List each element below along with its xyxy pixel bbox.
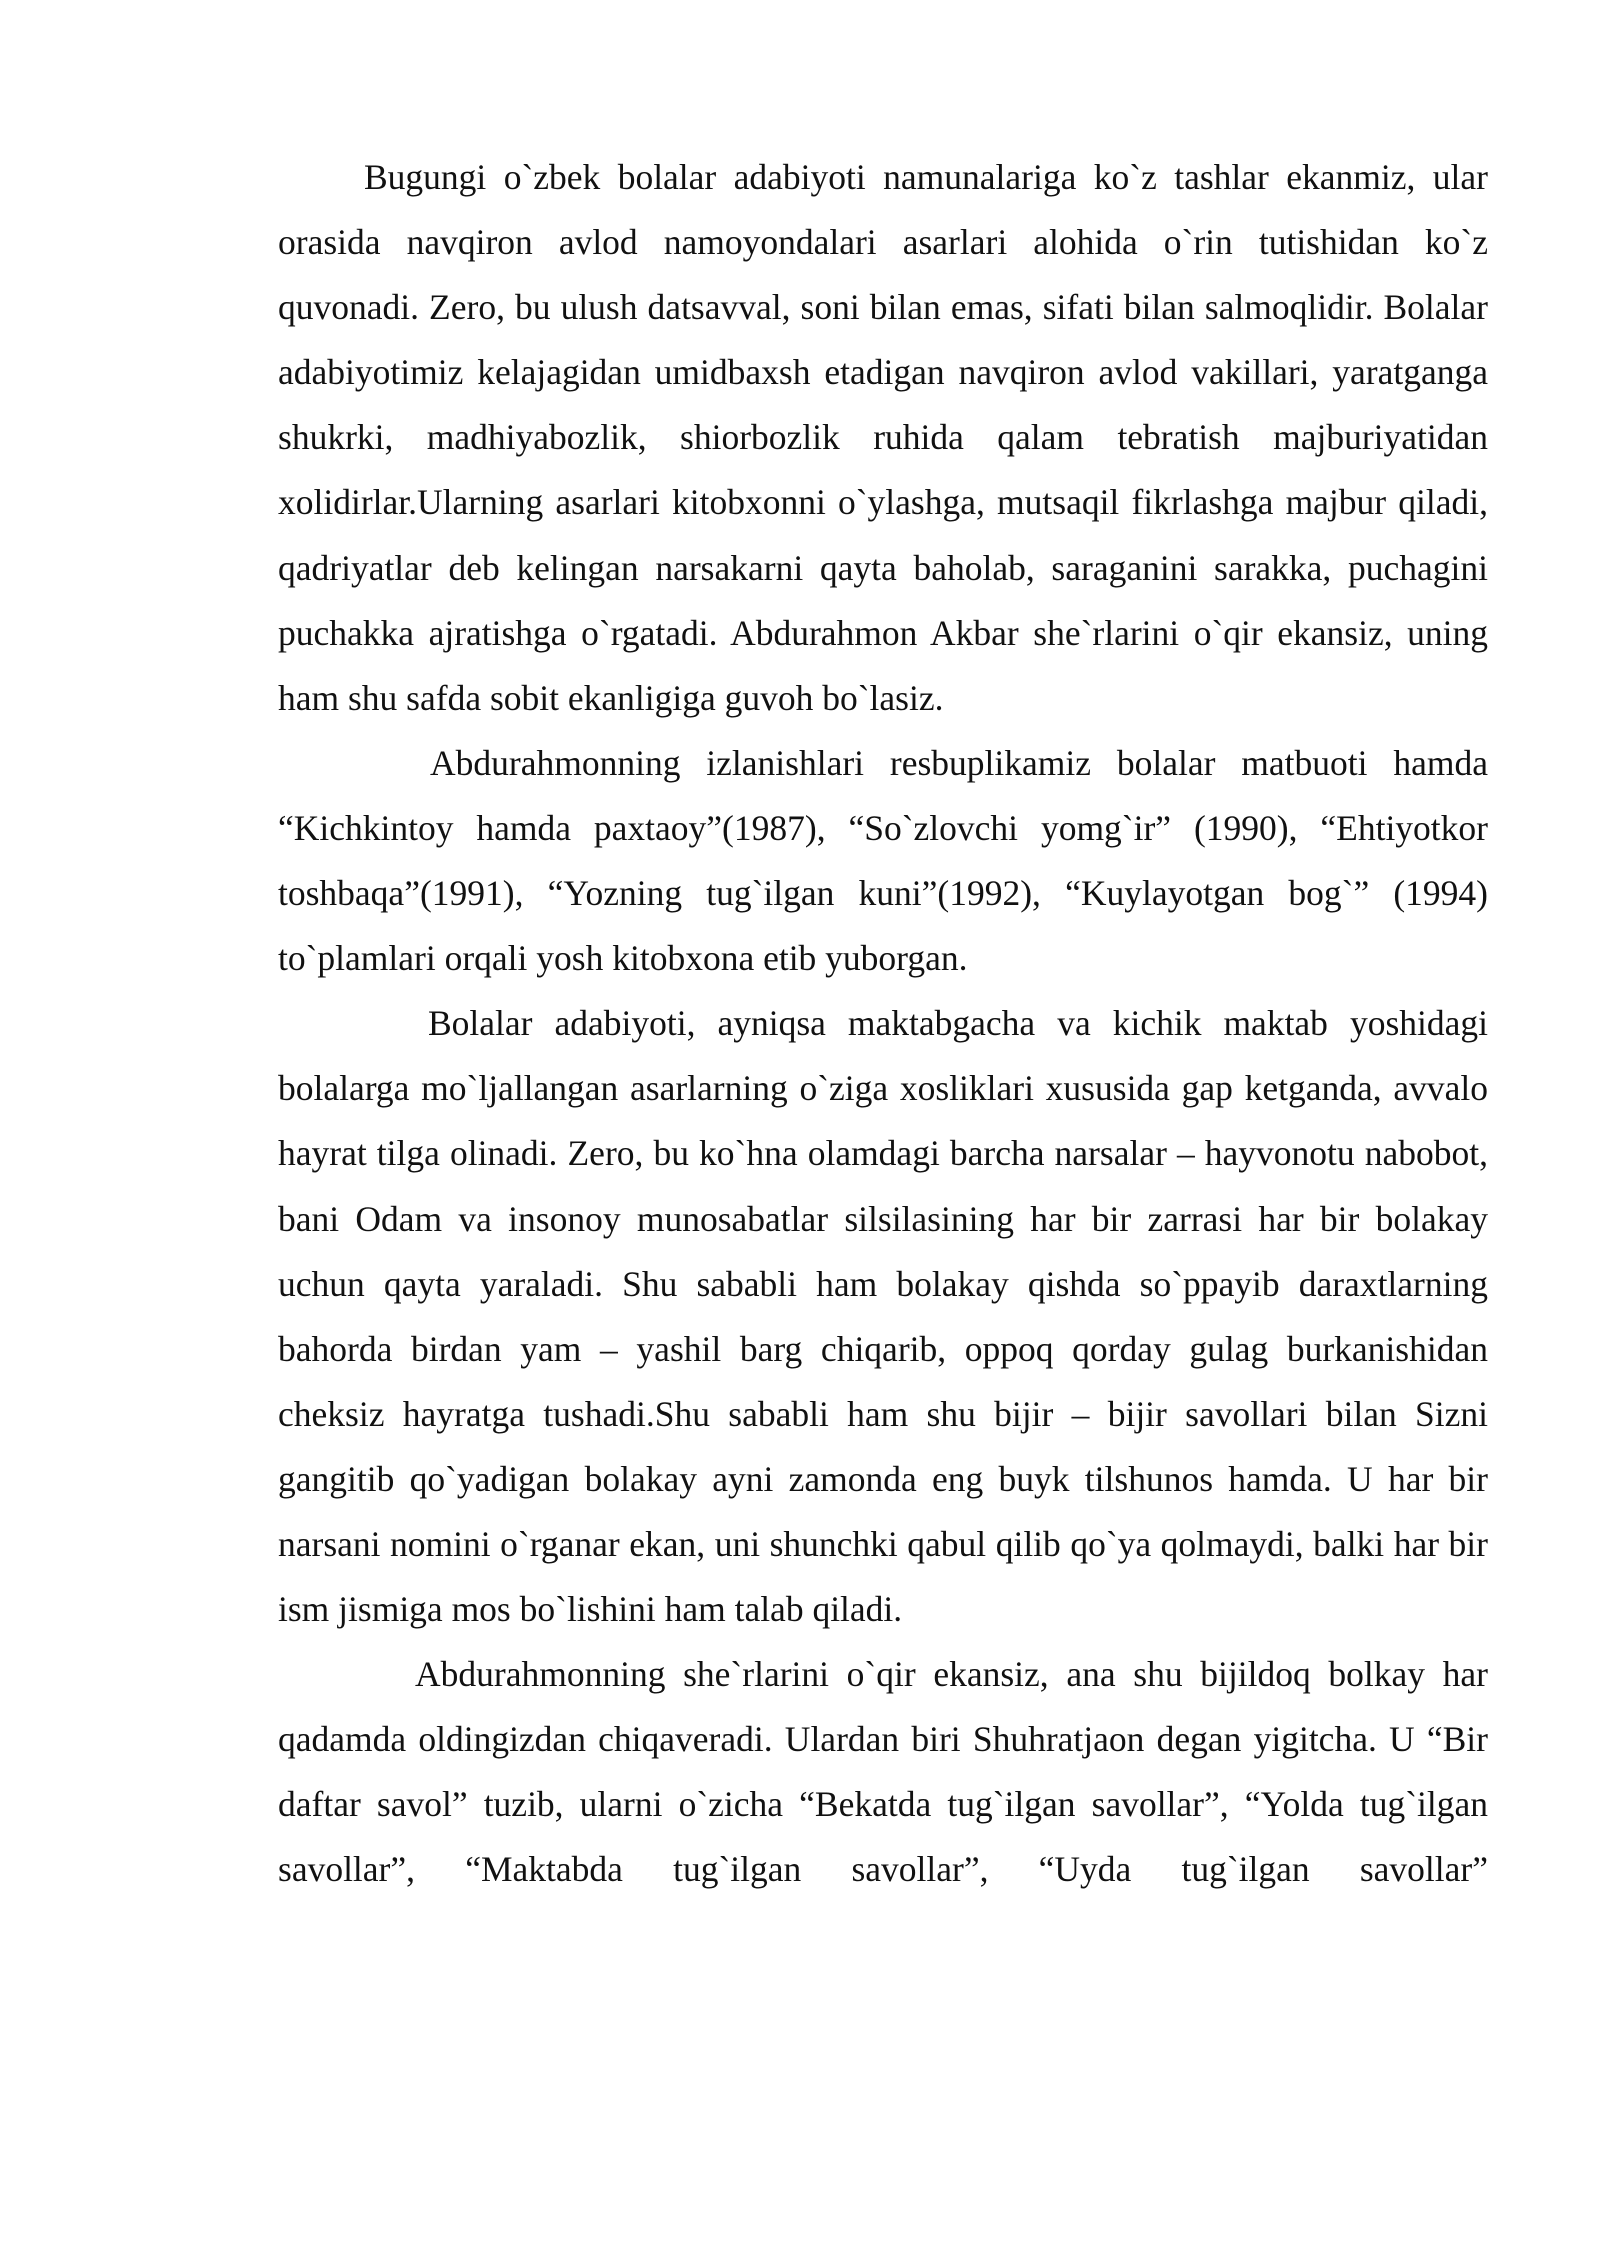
paragraph-publications: Abdurahmonning izlanishlari resbuplikamiz bolalar matbuoti hamda “Kichkintoy hamda paxtaoy”(1987), “So`zlovchi yomg`ir” (1990), “Ehtiyotkor toshbaqa”(1991), “Yozning tug`ilgan kuni”(1992), “Kuylayotgan bog`” (1994) to`plamlari orqali yosh kitobxona etib yuborgan. [278,742,1488,979]
paragraph-poems: Abdurahmonning she`rlarini o`qir ekansiz, ana shu bijildoq bolkay har qadamda oldingizdan chiqaveradi. Ulardan biri Shuhratjaon degan yigitcha. U “Bir daftar savol” tuzib, ularni o`zicha “Bekatda tug`ilgan savollar”, “Yolda tug`ilgan savollar”, “Maktabda tug`ilgan savollar”, “Uyda tug`ilgan savollar” [278,1654,1488,1890]
body-text [278,145,1488,1903]
paragraph-childrens-literature: Bolalar adabiyoti, ayniqsa maktabgacha va kichik maktab yoshidagi bolalarga mo`ljallangan asarlarning o`ziga xosliklari xususida gap ketganda, avvalo hayrat tilga olinadi. Zero, bu ko`hna olamdagi barcha narsalar – hayvonotu nabobot, bani Odam va insonoy munosabatlar silsilasining har bir zarrasi har bir bolakay uchun qayta yaraladi. Shu sababli ham bolakay qishda so`ppayib daraxtlarning bahorda birdan yam – yashil barg chiqarib, oppoq qorday gulag burkanishidan cheksiz hayratga tushadi.Shu sababli ham shu bijir – bijir savollari bilan Sizni gangitib qo`yadigan bolakay ayni zamonda eng buyk tilshunos hamda. U har bir narsani nomini o`rganar ekan, uni shunchki qabul qilib qo`ya qolmaydi, balki har bir ism jismiga mos bo`lishini ham talab qiladi. [278,1003,1488,1630]
paragraph-intro: Bugungi o`zbek bolalar adabiyoti namunalariga ko`z tashlar ekanmiz, ular orasida navqiron avlod namoyondalari asarlari alohida o`rin tutishidan ko`z quvonadi. Zero, bu ulush datsavval, soni bilan emas, sifati bilan salmoqlidir. Bolalar adabiyotimiz kelajagidan umidbaxsh etadigan navqiron avlod vakillari, yaratganga shukrki, madhiyabozlik, shiorbozlik ruhida qalam tebratish majburiyatidan xolidirlar.Ularning asarlari kitobxonni o`ylashga, mutsaqil fikrlashga majbur qiladi, qadriyatlar deb kelingan narsakarni qayta baholab, saraganini sarakka, puchagini puchakka ajratishga o`rgatadi. Abdurahmon Akbar she`rlarini o`qir ekansiz, uning ham shu safda sobit ekanligiga guvoh bo`lasiz. [278,157,1488,718]
